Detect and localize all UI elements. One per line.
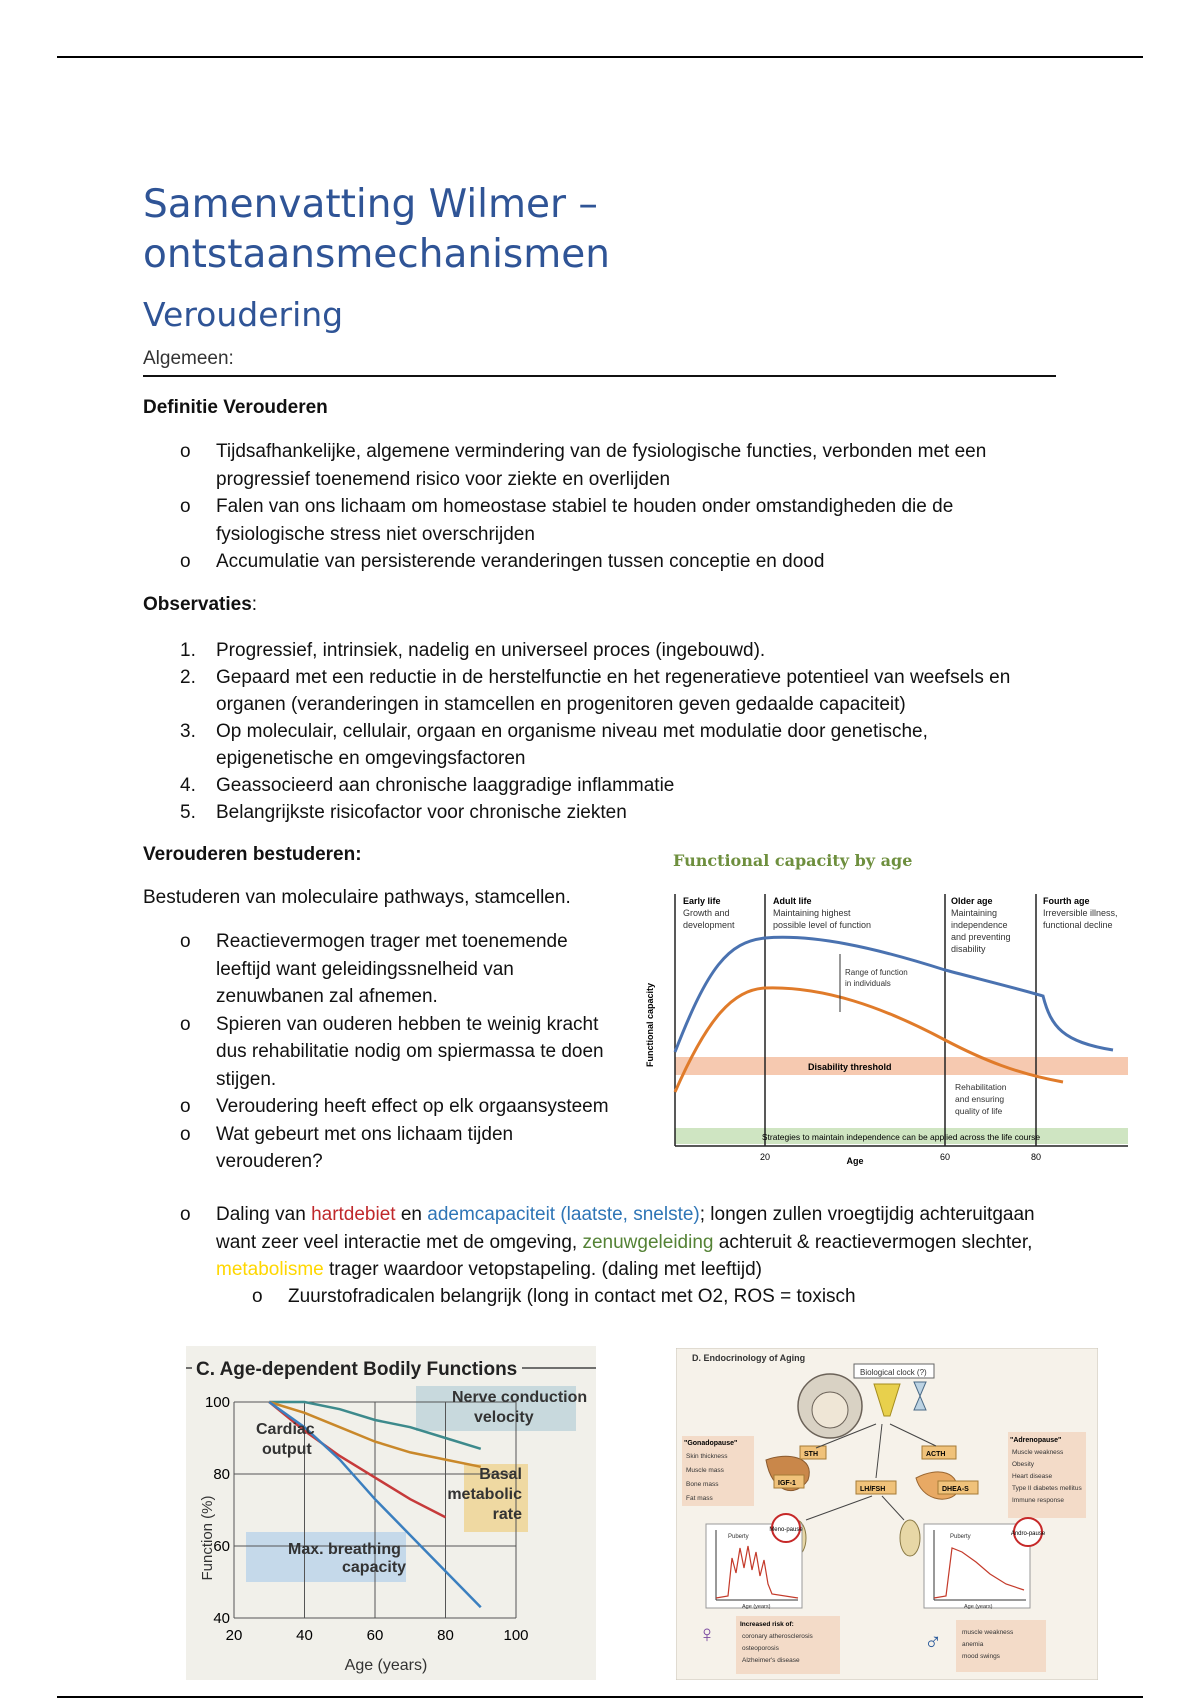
phase-text: and preventing	[951, 932, 1011, 942]
text-run: ; longen zullen vroegtijdig achteruitgaan want zeer veel interactie met de omgeving,	[216, 1204, 1035, 1253]
bottom-rule	[57, 1696, 1143, 1698]
series-label-nerve: velocity	[474, 1409, 534, 1426]
list-number: 4.	[180, 775, 196, 796]
female-plot-age-label: Age (years)	[742, 1604, 771, 1610]
list-item: o Falen van ons lichaam om homeostase stabiel te houden onder omstandigheden die de fysiologische stress niet overschrijden	[180, 493, 1050, 548]
section-heading: Veroudering	[143, 295, 344, 334]
y-tick-label: 60	[213, 1538, 230, 1555]
x-tick-label: 80	[437, 1627, 454, 1644]
testis-illustration	[900, 1520, 920, 1556]
list-item: o Spieren van ouderen hebben te weinig kracht dus rehabilitatie nodig om spiermassa te doen stijgen.	[180, 1011, 610, 1094]
definition-list	[180, 438, 1050, 576]
range-label: in individuals	[845, 979, 891, 988]
y-tick-label: 80	[213, 1466, 230, 1483]
study-heading: Verouderen bestuderen:	[143, 844, 362, 865]
series-label-breathing: Max. breathing	[288, 1541, 401, 1558]
study-list	[180, 928, 610, 1176]
threshold-label: Disability threshold	[808, 1062, 892, 1072]
list-item	[180, 799, 1050, 826]
rehab-label: quality of life	[955, 1106, 1003, 1116]
series-label-cardiac: output	[262, 1441, 312, 1458]
y-axis-label: Function (%)	[199, 1495, 216, 1581]
phase-text: development	[683, 920, 735, 930]
phase-heading: Fourth age	[1043, 896, 1090, 906]
list-number: 3.	[180, 721, 196, 742]
text-run: Daling van	[216, 1204, 312, 1225]
figure-title: D. Endocrinology of Aging	[692, 1353, 806, 1363]
face-illustration	[812, 1392, 848, 1428]
phase-text: functional decline	[1043, 920, 1113, 930]
phase-heading: Early life	[683, 896, 721, 906]
gonadopause-label: "Gonadopause"	[684, 1440, 738, 1447]
x-tick-label: 40	[296, 1627, 313, 1644]
text-run: achteruit & reactievermogen slechter,	[713, 1231, 1033, 1253]
list-item	[180, 637, 1050, 664]
disability-band	[675, 1057, 1128, 1075]
list-item: o Reactievermogen trager met toenemende leeftijd want geleidingssnelheid van zenuwbanen zal afnemen.	[180, 928, 610, 1011]
female-symbol-icon: ♀	[698, 1621, 716, 1648]
cardiac-output-term: hartdebiet	[311, 1204, 396, 1225]
rehab-label: and ensuring	[955, 1094, 1005, 1104]
male-risk-item: muscle weakness	[962, 1629, 1014, 1636]
list-item: o Tijdsafhankelijke, algemene vermindering van de fysiologische functies, verbonden met een progressief toenemend risico voor ziekte en overlijden	[180, 438, 1050, 493]
female-plot-label: Puberty	[728, 1534, 749, 1540]
phase-text: Maintaining highest	[773, 908, 851, 918]
list-item: o Wat gebeurt met ons lichaam tijden verouderen?	[180, 1121, 610, 1176]
subsection-label: Algemeen:	[143, 348, 234, 369]
y-tick-label: 100	[204, 1394, 230, 1411]
lower-capacity-curve	[675, 988, 1063, 1092]
series-label-nerve: Nerve conduction	[452, 1389, 588, 1406]
observations-heading-text: Observaties	[143, 594, 252, 615]
bodily-functions-chart	[186, 1346, 596, 1680]
adrenopause-label: "Adrenopause"	[1010, 1437, 1062, 1444]
series-label-basal: Basal	[479, 1466, 522, 1483]
list-item	[180, 718, 1050, 772]
text-run: en	[395, 1204, 428, 1225]
x-tick-label: 60	[366, 1627, 384, 1644]
list-number: 2.	[180, 667, 196, 688]
top-rule	[57, 56, 1143, 58]
adrenopause-item: Heart disease	[1012, 1473, 1053, 1480]
clock-label: Biological clock (?)	[860, 1368, 927, 1377]
list-item	[180, 1201, 1060, 1284]
list-item	[180, 772, 1050, 799]
x-tick-label: 20	[225, 1627, 243, 1644]
metabolism-term: metabolisme	[216, 1259, 324, 1280]
male-risk-item: anemia	[962, 1641, 984, 1648]
gonadopause-item: Skin thickness	[686, 1453, 728, 1460]
adrenopause-item: Muscle weakness	[1012, 1449, 1064, 1456]
x-tick-label: 80	[1030, 1152, 1042, 1162]
sub-list	[252, 1283, 952, 1311]
phase-text: Growth and	[683, 908, 730, 918]
phase-heading: Adult life	[773, 896, 812, 906]
andropause-label: Andro-pause	[1010, 1531, 1046, 1537]
gonadopause-item: Bone mass	[686, 1481, 719, 1488]
hormone-label: STH	[804, 1451, 818, 1458]
functional-capacity-figure	[633, 842, 1138, 1167]
list-item	[180, 664, 1050, 718]
figure-title: Functional capacity by age	[673, 851, 913, 870]
adrenopause-item: Immune response	[1012, 1497, 1065, 1504]
menopause-label: Meno-pause	[769, 1527, 803, 1533]
x-tick-label: 20	[759, 1152, 771, 1162]
series-label-basal: rate	[492, 1506, 522, 1523]
list-item: o Veroudering heeft effect op elk orgaansysteem	[180, 1093, 610, 1121]
male-plot-label: Puberty	[950, 1534, 971, 1540]
phase-heading: Older age	[951, 896, 993, 906]
hormone-label: DHEA-S	[942, 1486, 969, 1493]
decline-list	[180, 1201, 1060, 1284]
series-label-cardiac: Cardiac	[256, 1421, 315, 1438]
female-risk-title: Increased risk of:	[740, 1621, 794, 1628]
x-tick-label: 100	[503, 1627, 529, 1644]
list-number: 1.	[180, 640, 196, 661]
phase-text: disability	[951, 944, 986, 954]
female-risk-item: osteoporosis	[742, 1645, 779, 1652]
gonadopause-item: Fat mass	[686, 1495, 713, 1502]
heading-rule	[143, 375, 1056, 377]
nerve-conduction-term: zenuwgeleiding	[582, 1231, 714, 1253]
male-plot-age-label: Age (years)	[964, 1604, 993, 1610]
observations-list	[180, 637, 1050, 826]
adrenopause-item: Obesity	[1012, 1461, 1035, 1468]
observations-heading	[143, 594, 257, 616]
list-text: Geassocieerd aan chronische laaggradige inflammatie	[216, 775, 675, 796]
y-tick-label: 40	[213, 1610, 230, 1627]
x-axis-label: Age	[846, 1156, 864, 1166]
study-intro: Bestuderen van moleculaire pathways, stamcellen.	[143, 887, 571, 908]
female-risk-item: Alzheimer's disease	[742, 1657, 800, 1664]
list-number: 5.	[180, 802, 196, 823]
hormone-label: ACTH	[926, 1451, 946, 1458]
list-text: Belangrijkste risicofactor voor chronische ziekten	[216, 802, 627, 823]
phase-text: Irreversible illness,	[1043, 908, 1118, 918]
definition-heading: Definitie Verouderen	[143, 397, 328, 418]
strategies-label: Strategies to maintain independence can be applied across the life course	[761, 1132, 1041, 1142]
x-tick-label: 60	[939, 1152, 951, 1162]
list-text: Gepaard met een reductie in de herstelfunctie en het regeneratieve potentieel van weefsels en organen (veranderingen in stamcellen en progenitoren geven gedaalde capaciteit)	[216, 667, 1011, 715]
x-axis-label: Age (years)	[344, 1657, 428, 1674]
phase-text: independence	[951, 920, 1008, 930]
rehab-label: Rehabilitation	[955, 1082, 1007, 1092]
hormone-label: LH/FSH	[860, 1486, 886, 1493]
list-item: o Accumulatie van persisterende veranderingen tussen conceptie en dood	[180, 548, 1050, 576]
text-run: trager waardoor vetopstapeling. (daling met leeftijd)	[323, 1259, 763, 1280]
chart-title: C. Age-dependent Bodily Functions	[196, 1359, 518, 1380]
document-title: Samenvatting Wilmer – ontstaansmechanismen	[143, 182, 610, 277]
y-axis-label: Functional capacity	[645, 982, 655, 1067]
list-text: Progressief, intrinsiek, nadelig en universeel proces (ingebouwd).	[216, 640, 766, 661]
endocrinology-figure	[676, 1348, 1098, 1680]
range-label: Range of function	[845, 968, 908, 977]
series-label-basal: metabolic	[447, 1486, 522, 1503]
observations-colon: :	[251, 594, 258, 615]
phase-text: Maintaining	[951, 908, 998, 918]
adrenopause-item: Type II diabetes mellitus	[1012, 1485, 1082, 1492]
gonadopause-item: Muscle mass	[686, 1467, 724, 1474]
list-item: o Zuurstofradicalen belangrijk (long in contact met O2, ROS = toxisch	[252, 1283, 952, 1311]
female-risk-item: coronary atherosclerosis	[742, 1633, 813, 1640]
male-risk-item: mood swings	[962, 1653, 1000, 1660]
phase-text: possible level of function	[773, 920, 872, 930]
series-label-breathing: capacity	[342, 1559, 407, 1576]
hormone-label: IGF-1	[778, 1480, 796, 1487]
list-text: Op moleculair, cellulair, orgaan en organisme niveau met modulatie door genetische, epigenetische en omgevingsfactoren	[216, 721, 928, 769]
male-symbol-icon: ♂	[924, 1629, 942, 1656]
breathing-capacity-term: ademcapaciteit (laatste, snelste)	[427, 1204, 700, 1225]
